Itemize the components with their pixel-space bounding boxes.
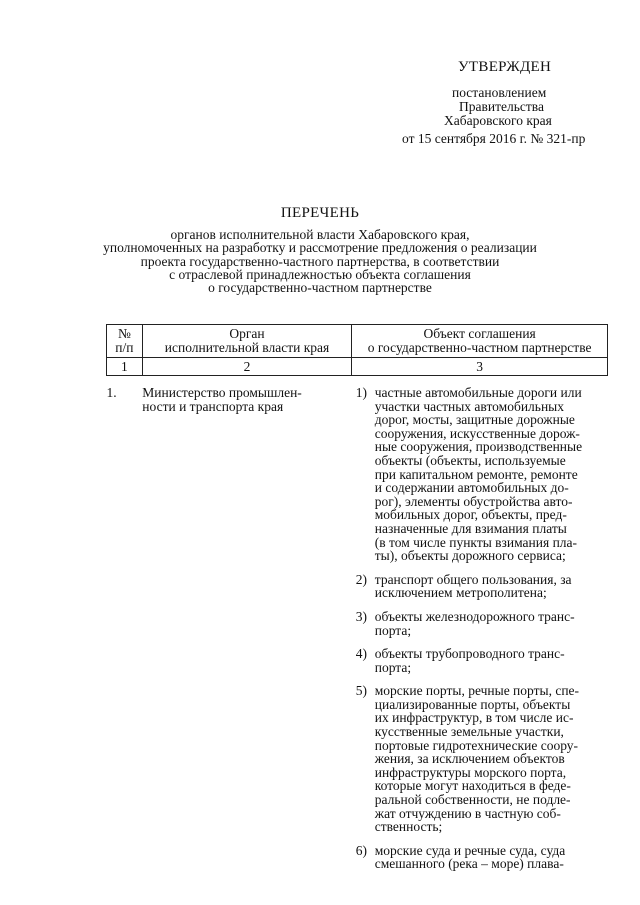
item-line: порта; [374,622,412,638]
subtitle-line: проекта государственно-частного партнерства, в соответствии [140,253,500,269]
item-line: которые могут находиться в феде- [374,778,571,794]
item-line: исключением метрополитена; [374,585,547,601]
item-line: дорог, мосты, защитные дорожные [374,412,575,428]
column-number: 2 [142,358,351,376]
item-line: рог), элементы обустройства авто- [374,493,573,509]
table-header-row [107,325,608,358]
header-organ [142,325,351,358]
list-subtitle [95,228,545,294]
subtitle-line: о государственно-частном партнерстве [208,280,432,296]
header-number-line2: п/п [115,340,134,355]
header-number-line1: № [117,326,131,342]
authorities-table [106,324,608,881]
item-line: ные сооружения, производственные [374,439,583,455]
list-item [356,573,608,600]
subtitle-line: с отраслевой принадлежностью объекта соглашения [169,266,471,282]
item-marker: 2) [355,571,367,587]
column-number: 1 [107,358,143,376]
item-line: (в том числе пункты взимания пла- [374,534,578,550]
item-line: жат отчуждению в частную соб- [374,805,561,821]
item-line: мобильных дорог, объекты, пред- [374,507,567,523]
item-line: кусственные земельные участки, [374,724,564,740]
item-line: морские суда и речные суда, суда [374,842,566,858]
item-line: и содержании автомобильных до- [374,480,569,496]
item-marker: 5) [355,683,367,699]
header-object [352,325,608,358]
subtitle-line: уполномоченных на разработку и рассмотрение предложения о реализации [103,240,537,256]
item-line: морские порты, речные порты, спе- [374,683,580,699]
organ-cell [142,376,351,882]
item-line: их инфраструктур, в том числе ис- [374,710,574,726]
header-organ-line1: Орган [229,326,265,342]
approval-line-region: Хабаровского края [444,113,552,128]
item-line: объекты железнодорожного транс- [374,608,575,624]
approval-line-government: Правительства [459,99,544,114]
list-item [356,647,608,674]
header-object-line1: Объект соглашения [423,326,536,342]
item-line: объекты трубопроводного транс- [374,646,565,662]
item-line: сооружения, искусственные дорож- [374,425,580,441]
item-line: ральной собственности, не подле- [374,792,571,808]
item-marker: 3) [355,608,367,624]
item-line: портовые гидротехнические соору- [374,737,579,753]
list-item [356,386,608,563]
list-item [356,684,608,834]
item-line: частные автомобильные дороги или [374,385,582,400]
approved-title: УТВЕРЖДЕН [458,59,552,75]
item-line: участки частных автомобильных [374,398,564,414]
header-object-line2: о государственно-частном партнерстве [367,340,592,355]
organ-line: ности и транспорта края [142,398,284,414]
item-line: объекты (объекты, используемые [374,452,566,468]
item-marker: 4) [355,646,367,662]
item-line: ственность; [374,819,443,835]
header-organ-line2: исполнительной власти края [164,340,330,355]
item-line: порта; [374,659,412,675]
approval-line-resolution: постановлением [452,85,547,100]
row-number: 1. [106,385,117,400]
list-heading: ПЕРЕЧЕНЬ [280,205,360,221]
column-number: 3 [352,358,608,376]
item-line: циализированные порты, объекты [374,696,571,712]
item-line: при капитальном ремонте, ремонте [374,466,578,482]
item-line: назначенные для взимания платы [374,520,567,536]
list-item [356,610,608,637]
item-marker: 6) [355,842,367,858]
objects-cell [352,376,608,882]
table-row [107,376,608,882]
item-marker: 1) [355,385,367,400]
column-number-row [107,358,608,376]
header-number [107,325,143,358]
approval-line-date: от 15 сентября 2016 г. № 321-пр [402,131,586,146]
objects-list [352,386,608,871]
subtitle-line: органов исполнительной власти Хабаровского края, [170,227,470,242]
item-line: смешанного (река – море) плава- [374,856,564,872]
item-line: транспорт общего пользования, за [374,571,572,587]
list-item [356,844,608,871]
item-line: ты), объекты дорожного сервиса; [374,548,566,564]
item-line: жения, за исключением объектов [374,751,565,767]
organ-line: Министерство промышлен- [142,385,302,400]
item-line: инфраструктуры морского порта, [374,764,567,780]
